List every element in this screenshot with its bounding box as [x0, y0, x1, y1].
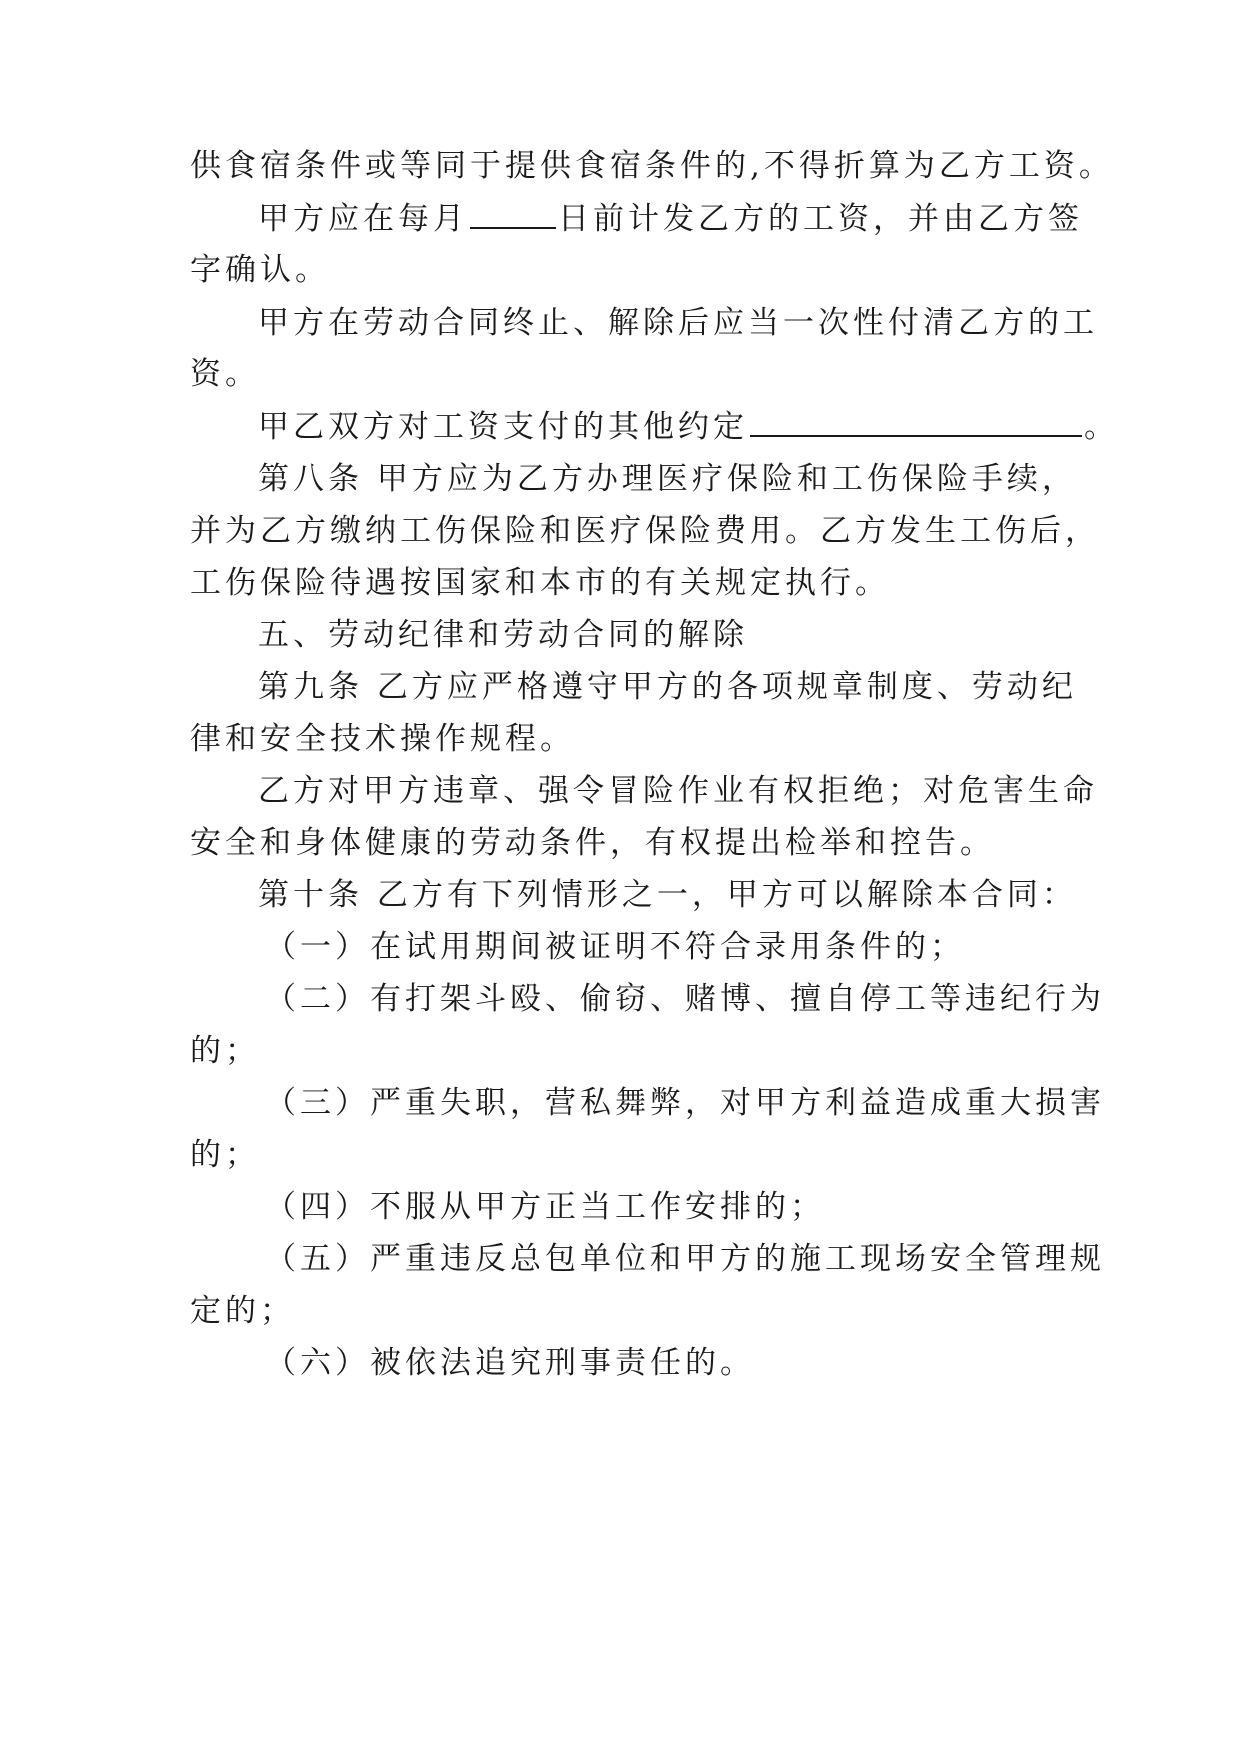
list-item: （五）严重违反总包单位和甲方的施工现场安全管理规 — [265, 1241, 1105, 1277]
list-item: （四）不服从甲方正当工作安排的； — [265, 1189, 825, 1225]
line-text: 。 — [1084, 409, 1119, 445]
paragraph-line — [258, 407, 1119, 447]
line-text: 甲乙双方对工资支付的其他约定 — [258, 409, 748, 445]
paragraph-line: 乙方对甲方违章、强令冒险作业有权拒绝；对危害生命 — [258, 773, 1098, 809]
list-item-continuation: 的； — [190, 1033, 260, 1069]
article-heading-line: 第八条 甲方应为乙方办理医疗保险和工伤保险手续， — [258, 461, 1077, 497]
list-item-continuation: 定的； — [190, 1293, 295, 1329]
paragraph-line: 工伤保险待遇按国家和本市的有关规定执行。 — [190, 565, 890, 601]
paragraph-line: 字确认。 — [190, 252, 330, 288]
list-item: （六）被依法追究刑事责任的。 — [265, 1345, 755, 1381]
list-item: （一）在试用期间被证明不符合录用条件的； — [265, 929, 965, 965]
section-heading: 五、劳动纪律和劳动合同的解除 — [258, 617, 748, 653]
paragraph-line — [258, 199, 1083, 239]
paragraph-line: 并为乙方缴纳工伤保险和医疗保险费用。乙方发生工伤后， — [190, 513, 1100, 549]
article-heading-line: 第十条 乙方有下列情形之一，甲方可以解除本合同： — [258, 877, 1077, 913]
line-text: 甲方应在每月 — [258, 201, 468, 237]
paragraph-line: 供食宿条件或等同于提供食宿条件的,不得折算为乙方工资。 — [190, 148, 1114, 184]
article-heading-line: 第九条 乙方应严格遵守甲方的各项规章制度、劳动纪 — [258, 669, 1077, 705]
fill-in-blank[interactable] — [750, 409, 1082, 437]
line-text: 日前计发乙方的工资，并由乙方签 — [558, 201, 1083, 237]
paragraph-line: 甲方在劳动合同终止、解除后应当一次性付清乙方的工 — [258, 305, 1098, 341]
paragraph-line: 律和安全技术操作规程。 — [190, 721, 575, 757]
list-item: （二）有打架斗殴、偷窃、赌博、擅自停工等违纪行为 — [265, 981, 1105, 1017]
paragraph-line: 资。 — [190, 356, 260, 392]
paragraph-line: 安全和身体健康的劳动条件，有权提出检举和控告。 — [190, 825, 995, 861]
list-item: （三）严重失职，营私舞弊，对甲方利益造成重大损害 — [265, 1085, 1105, 1121]
fill-in-blank[interactable] — [470, 201, 556, 229]
list-item-continuation: 的； — [190, 1137, 260, 1173]
